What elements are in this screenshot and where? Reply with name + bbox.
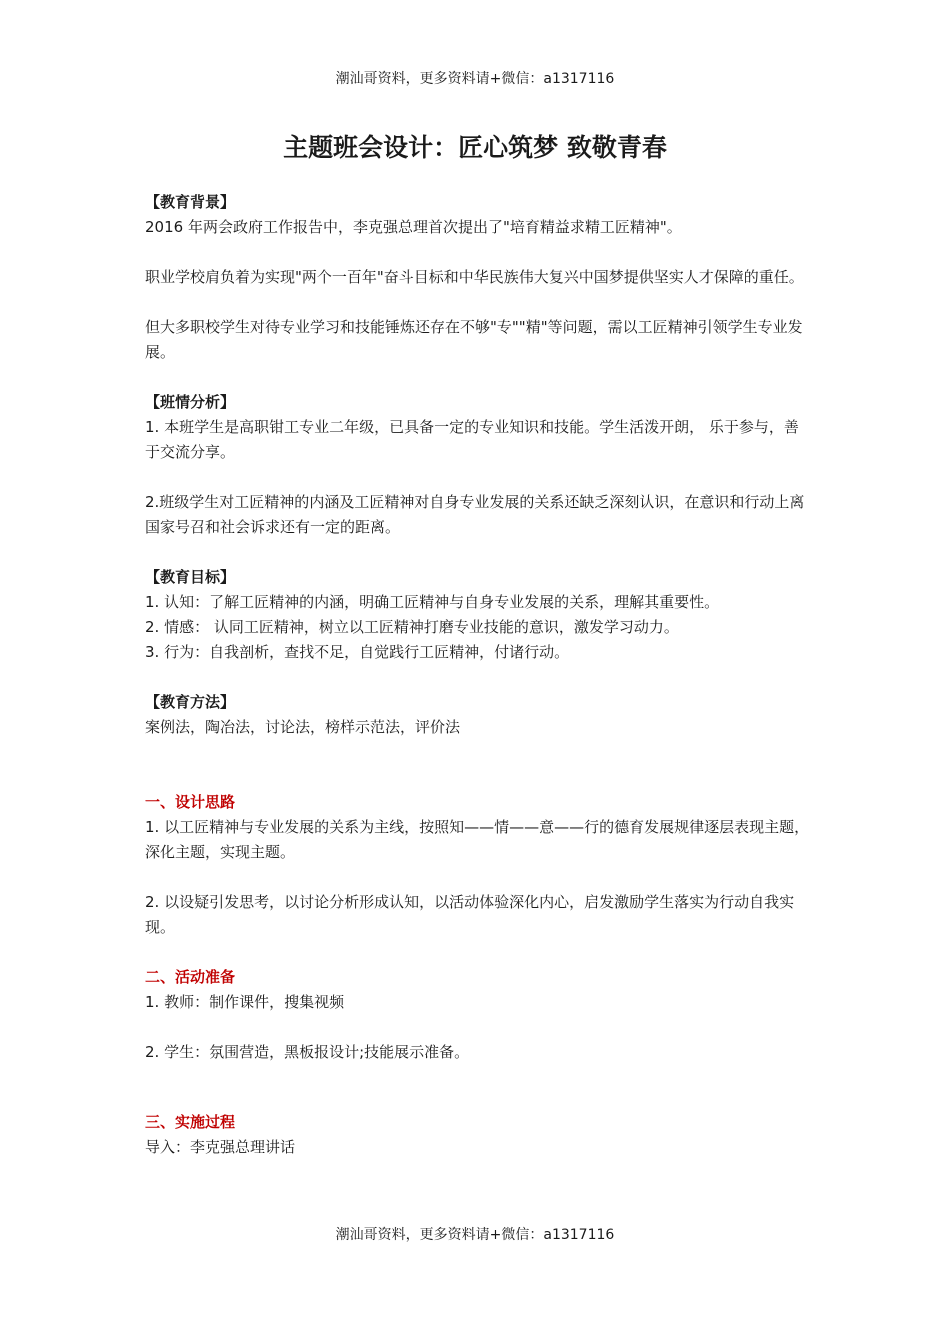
class-analysis-paragraph-2: 2.班级学生对工匠精神的内涵及工匠精神对自身专业发展的关系还缺乏深刻认识，在意识和行动上离国家号召和社会诉求还有一定的距离。 <box>145 493 805 536</box>
header-note: 潮汕哥资料，更多资料请+微信：a1317116 <box>335 71 615 87</box>
page-title: 主题班会设计：匠心筑梦 致敬青春 <box>283 133 667 162</box>
background-paragraph-2: 职业学校肩负着为实现"两个一百年"奋斗目标和中华民族伟大复兴中国梦提供坚实人才保障的重任。 <box>145 268 804 286</box>
goals-heading: 【教育目标】 <box>145 568 236 586</box>
background-heading: 【教育背景】 <box>145 193 236 211</box>
preparation-paragraph-2: 2. 学生：氛围营造，黑板报设计;技能展示准备。 <box>145 1043 470 1061</box>
process-paragraph-1: 导入：李克强总理讲话 <box>145 1138 296 1156</box>
class-analysis-heading: 【班情分析】 <box>145 393 236 411</box>
footer-note: 潮汕哥资料，更多资料请+微信：a1317116 <box>335 1227 615 1243</box>
preparation-heading: 二、活动准备 <box>145 968 236 986</box>
background-paragraph-3: 但大多职校学生对待专业学习和技能锤炼还存在不够"专""精"等问题，需以工匠精神引领学生专业发展。 <box>145 318 803 361</box>
methods-heading: 【教育方法】 <box>145 693 236 711</box>
preparation-paragraph-1: 1. 教师：制作课件，搜集视频 <box>145 993 345 1011</box>
design-paragraph-1: 1. 以工匠精神与专业发展的关系为主线，按照知——情——意——行的德育发展规律逐层表现主题，深化主题，实现主题。 <box>145 818 810 861</box>
document-body <box>145 190 810 1160</box>
class-analysis-paragraph-1: 1. 本班学生是高职钳工专业二年级，已具备一定的专业知识和技能。学生活泼开朗， 乐于参与，善于交流分享。 <box>145 418 799 461</box>
goal-item: 3. 行为：自我剖析，查找不足，自觉践行工匠精神，付诸行动。 <box>145 643 570 661</box>
design-paragraph-2: 2. 以设疑引发思考，以讨论分析形成认知，以活动体验深化内心，启发激励学生落实为行动自我实现。 <box>145 893 795 936</box>
goal-item: 2. 情感： 认同工匠精神，树立以工匠精神打磨专业技能的意识，激发学习动力。 <box>145 618 679 636</box>
process-heading: 三、实施过程 <box>145 1113 236 1131</box>
goal-item: 1. 认知：了解工匠精神的内涵，明确工匠精神与自身专业发展的关系，理解其重要性。 <box>145 593 720 611</box>
design-heading: 一、设计思路 <box>145 793 236 811</box>
methods-text: 案例法，陶冶法，讨论法，榜样示范法，评价法 <box>145 718 461 736</box>
background-paragraph-1: 2016 年两会政府工作报告中，李克强总理首次提出了"培育精益求精工匠精神"。 <box>145 218 682 236</box>
